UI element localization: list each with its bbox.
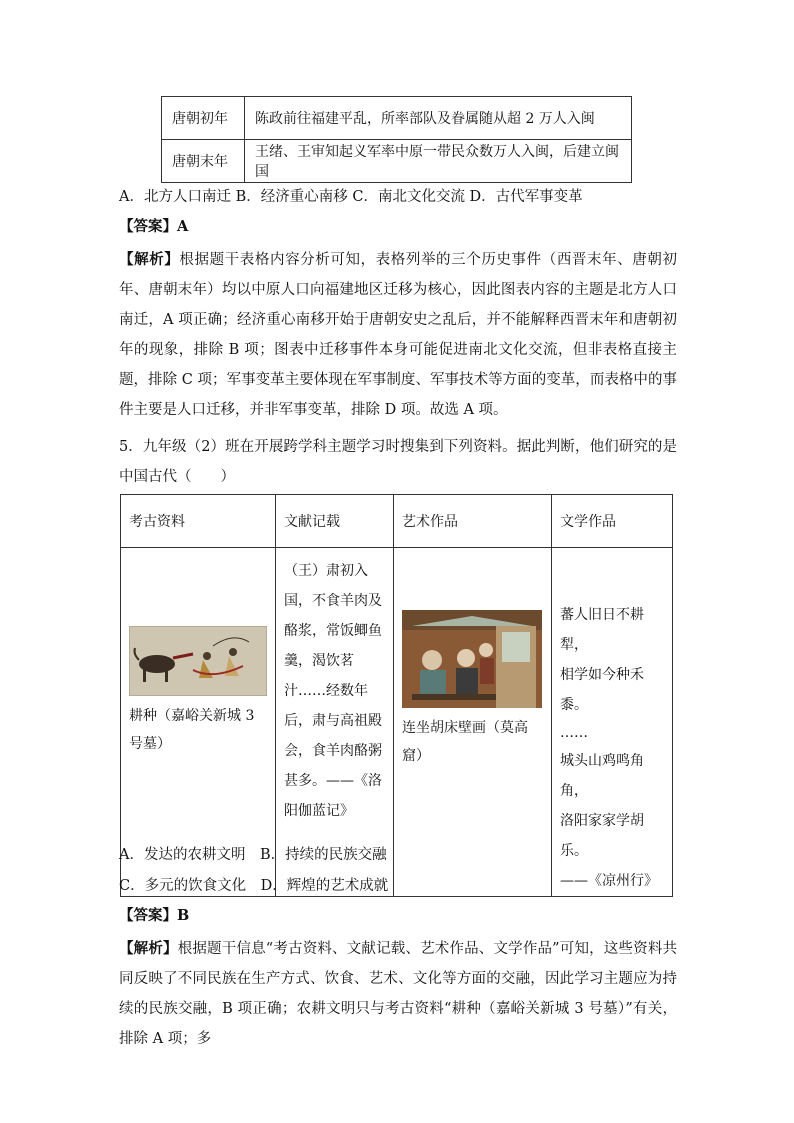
archaeology-caption: 耕种（嘉峪关新城 3 号墓） — [129, 708, 255, 752]
analysis-text: 根据题干信息“考古资料、文献记载、艺术作品、文学作品”可知，这些资料共同反映了不同民族在生产方式、饮食、艺术、文化等方面的交融，因此学习主题应为持续的民族交融，B 项正确；农耕文明只与考古资料“耕种（嘉峪关新城 3 号墓）”有关，排除 A 项；多 — [119, 941, 677, 1047]
literature-record-text: （王）肃初入国，不食羊肉及酪浆，常饭鲫鱼羹，渴饮茗汁……经数年后，肃与高祖殿会，食羊肉酪粥甚多。——《洛阳伽蓝记》 — [284, 563, 382, 819]
header-art: 艺术作品 — [394, 495, 552, 548]
art-caption: 连坐胡床壁画（莫高窟） — [402, 720, 528, 764]
poem-line: 洛阳家家学胡乐。 — [560, 813, 644, 859]
analysis-label: 【解析】 — [119, 940, 178, 957]
event-cell: 陈政前往福建平乱，所率部队及眷属随从超 2 万人入闽 — [245, 97, 632, 140]
q4-analysis — [119, 245, 677, 425]
q5-options-line2: C．多元的饮食文化 D．辉煌的艺术成就 — [119, 878, 389, 894]
poem-line: …… — [560, 725, 588, 741]
poem-line: 相学如今种禾黍。 — [560, 667, 644, 713]
migration-table — [161, 96, 632, 183]
header-literature-record: 文献记载 — [276, 495, 394, 548]
table-row — [162, 97, 632, 140]
header-literary-work: 文学作品 — [552, 495, 673, 548]
art-cell — [394, 548, 552, 897]
poem-line: 蕃人旧日不耕犁， — [560, 607, 644, 653]
literary-work-text — [560, 600, 664, 896]
event-cell: 王绪、王审知起义军率中原一带民众数万人入闽，后建立闽国 — [245, 140, 632, 183]
q4-answer: 【答案】A — [119, 218, 189, 235]
header-archaeology: 考古资料 — [121, 495, 276, 548]
table-row — [162, 140, 632, 183]
q5-analysis — [119, 934, 677, 1054]
q5-answer: 【答案】B — [119, 907, 190, 924]
q5-options-line1: A．发达的农耕文明 B．持续的民族交融 — [119, 847, 387, 863]
poem-line: 城头山鸡鸣角角， — [560, 753, 644, 799]
materials-table — [120, 494, 673, 897]
q5-stem: 5．九年级（2）班在开展跨学科主题学习时搜集到下列资料。据此判断，他们研究的是中国古代（ ） — [119, 439, 677, 485]
period-cell: 唐朝初年 — [162, 97, 245, 140]
farming-painting-image — [129, 626, 267, 696]
mural-painting-image — [402, 610, 542, 708]
q4-options: A．北方人口南迁 B．经济重心南移 C．南北文化交流 D．古代军事变革 — [119, 189, 583, 205]
poem-source: ——《凉州行》 — [560, 873, 658, 889]
analysis-label: 【解析】 — [119, 251, 180, 268]
literary-work-cell — [552, 548, 673, 897]
period-cell: 唐朝末年 — [162, 140, 245, 183]
analysis-text: 根据题干表格内容分析可知，表格列举的三个历史事件（西晋末年、唐朝初年、唐朝末年）均以中原人口向福建地区迁移为核心，因此图表内容的主题是北方人口南迁，A 项正确；经济重心南移开始于唐朝安史之乱后，并不能解释西晋末年和唐朝初年的现象，排除 B 项；图表中迁移事件本身可能促进南北文化交流，但非表格直接主题，排除 C 项；军事变革主要体现在军事制度、军事技术等方面的变革，而表格中的事件主要是人口迁移，并非军事变革，排除 D 项。故选 A 项。 — [119, 252, 677, 418]
table-header-row — [121, 495, 673, 548]
